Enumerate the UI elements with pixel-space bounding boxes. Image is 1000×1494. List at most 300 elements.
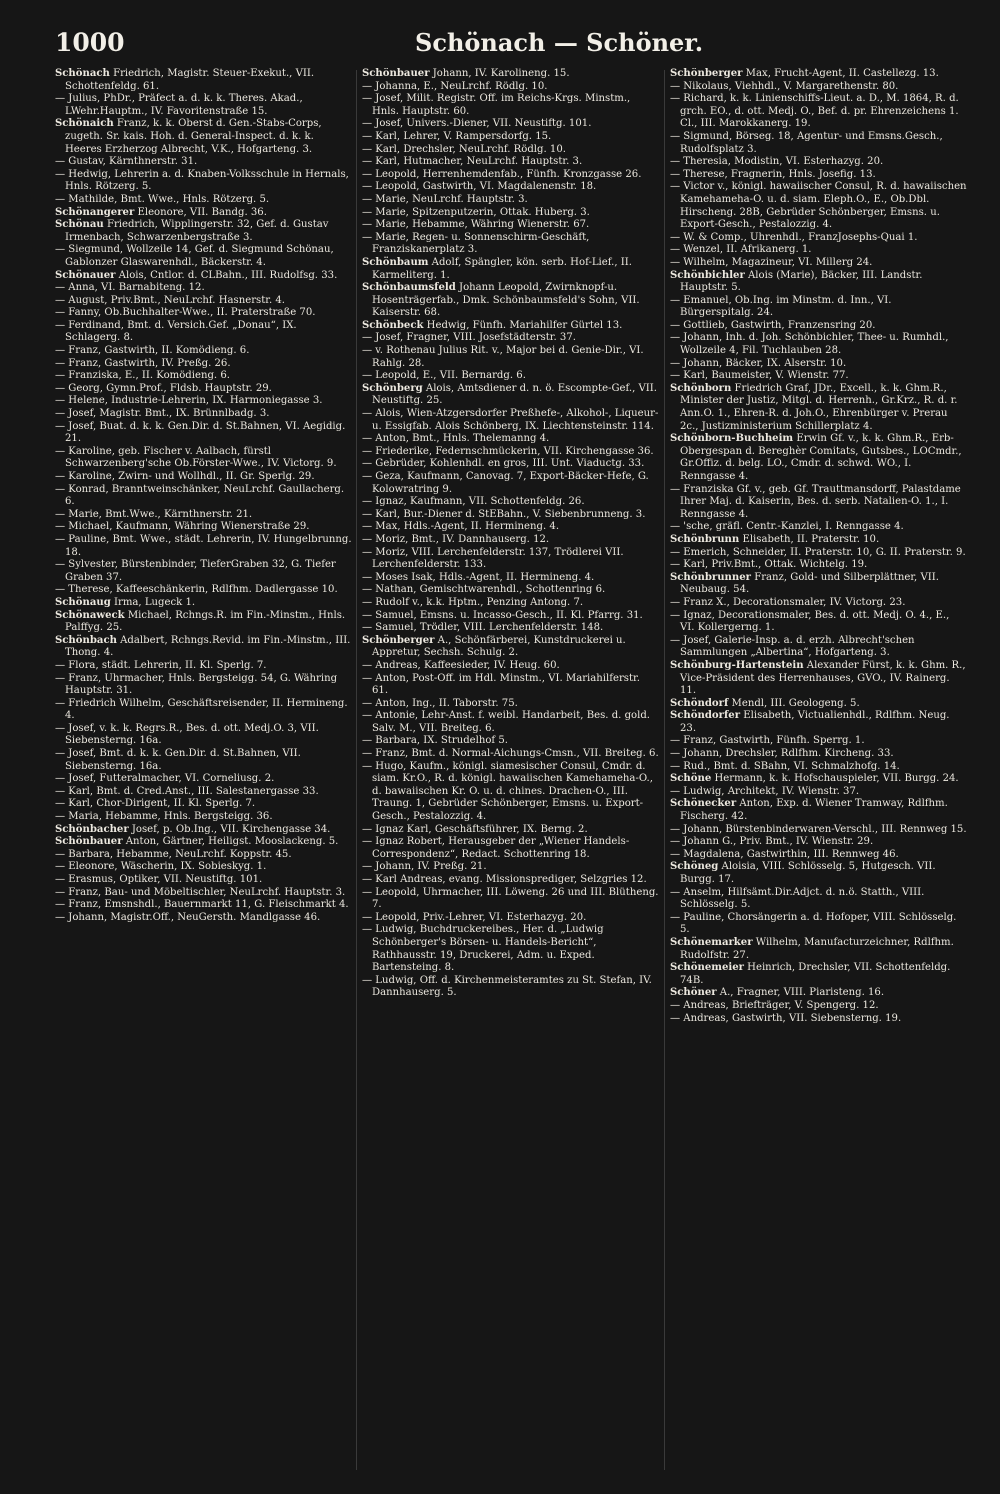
- directory-entry: [55, 156, 352, 169]
- entry-details: — Rud., Bmt. d. SBahn, VI. Schmalzhofg. 14.: [670, 760, 900, 772]
- entry-details: Hedwig, Fünfh. Mariahilfer Gürtel 13.: [423, 319, 623, 331]
- directory-entry: [55, 207, 352, 220]
- entry-details: — Andreas, Kaffeesieder, IV. Heug. 60.: [362, 659, 560, 671]
- entry-details: — Emanuel, Ob.Ing. im Minstm. d. Inn., VI. Bürgerspitalg. 24.: [670, 294, 892, 319]
- entry-details: — Johann, Inh. d. Joh. Schönbichler, Thee- u. Rumhdl., Wollzeile 4, Fil. Tuchlauben 28.: [670, 332, 949, 357]
- directory-entry: [55, 824, 352, 837]
- directory-entry: [55, 244, 352, 269]
- entry-surname: Schönbauer: [55, 836, 123, 848]
- entry-details: Friedrich, Magistr. Steuer-Exekut., VII. Schottenfeldg. 61.: [65, 68, 315, 92]
- entry-details: — Karl, Priv.Bmt., Ottak. Wichtelg. 19.: [670, 559, 868, 571]
- directory-entry: [362, 861, 659, 874]
- directory-entry: [670, 181, 967, 231]
- entry-details: — Marie, Regen- u. Sonnenschirm-Geschäft, Franziskanerplatz 3.: [362, 231, 590, 256]
- entry-surname: Schönemeier: [670, 962, 744, 974]
- entry-details: — Pauline, Bmt. Wwe., städt. Lehrerin, IV. Hungelbrunng. 18.: [55, 533, 352, 558]
- directory-entry: [362, 836, 659, 861]
- directory-entry: [670, 1000, 967, 1013]
- entry-details: — Franz, Gastwirth, II. Komödieng. 6.: [55, 345, 250, 357]
- directory-entry: [55, 723, 352, 748]
- entry-details: — August, Priv.Bmt., NeuLrchf. Hasnerstr. 4.: [55, 294, 286, 306]
- directory-entry: [362, 408, 659, 433]
- entry-details: — Ludwig, Off. d. Kirchenmeisteramtes zu St. Stefan, IV. Dannhauserg. 5.: [362, 974, 652, 999]
- entry-details: — Josef, v. k. k. Regrs.R., Bes. d. ott. Medj.O. 3, VII. Siebensterng. 16a.: [55, 722, 319, 747]
- entry-details: — Josef, Univers.-Diener, VII. Neustiftg. 101.: [362, 118, 592, 130]
- directory-entry: [362, 93, 659, 118]
- entry-details: — Erasmus, Optiker, VII. Neustiftg. 101.: [55, 874, 263, 885]
- entry-details: — Leopold, Herrenhemdenfab., Fünfh. Kronzgasse 26.: [362, 168, 642, 180]
- directory-entry: [55, 836, 352, 849]
- directory-entry: [670, 849, 967, 862]
- entry-details: — Gustav, Kärnthnerstr. 31.: [55, 156, 198, 168]
- entry-details: — Josef, Futteralmacher, VI. Corneliusg. 2.: [55, 773, 275, 785]
- entry-details: — Pauline, Chorsängerin a. d. Hofoper, VIII. Schlösselg. 5.: [670, 911, 957, 936]
- directory-entry: [55, 584, 352, 597]
- entry-details: — Fanny, Ob.Buchhalter-Wwe., II. Praterstraße 70.: [55, 307, 316, 319]
- entry-details: Adalbert, Rchngs.Revid. im Fin.-Minstm., III. Thong. 4.: [65, 634, 351, 659]
- entry-details: — Johanna, E., NeuLrchf. Rödlg. 10.: [362, 80, 548, 92]
- entry-details: — Nathan, Gemischtwarenhdl., Schottenring 6.: [362, 584, 606, 596]
- entry-details: — Julius, PhDr., Präfect a. d. k. k. Theres. Akad., LWehr.Hauptm., IV. Favoritenstraße 15.: [55, 93, 303, 117]
- entry-surname: Schönbacher: [55, 823, 129, 835]
- entry-details: — Friedrich Wilhelm, Geschäftsreisender, II. Hermineng. 4.: [55, 697, 348, 722]
- directory-entry: [362, 471, 659, 496]
- directory-entry: [55, 219, 352, 244]
- directory-entry: [362, 156, 659, 169]
- directory-entry: [670, 798, 967, 823]
- entry-details: Friedrich, Wipplingerstr. 32, Gef. d. Gustav Irmenbach, Schwarzenbergstraße 3.: [65, 219, 329, 243]
- entry-details: A., Fragner, VIII. Piaristeng. 16.: [716, 987, 885, 999]
- entry-details: — Marie, Hebamme, Währing Wienerstr. 67.: [362, 219, 590, 231]
- entry-details: — Karl, Chor-Dirigent, II. Kl. Sperlg. 7.: [55, 798, 256, 810]
- directory-entry: [670, 748, 967, 761]
- directory-entry: [362, 597, 659, 610]
- entry-details: — Marie, Bmt.Wwe., Kärnthnerstr. 21.: [55, 508, 253, 520]
- directory-entry: [670, 635, 967, 660]
- directory-entry: [55, 118, 352, 156]
- entry-details: — Josef, Galerie-Insp. a. d. erzh. Albrecht'schen Sammlungen „Albertina“, Hofgarteng. 3.: [670, 634, 915, 659]
- directory-entry: [362, 118, 659, 131]
- entry-details: A., Schönfärberei, Kunstdruckerei u. Appretur, Sechsh. Schulg. 2.: [372, 634, 626, 659]
- directory-entry: [55, 912, 352, 925]
- entry-details: — Mathilde, Bmt. Wwe., Hnls. Rötzerg. 5.: [55, 193, 270, 205]
- entry-details: — Alois, Wien-Atzgersdorfer Preßhefe-, Alkohol-, Liqueur- u. Essigfab. Alois Schönberg, IX. Liechtensteinstr. 114.: [362, 408, 659, 432]
- directory-entry: [362, 181, 659, 194]
- directory-entry: [362, 68, 659, 81]
- entry-details: — Moriz, VIII. Lerchenfelderstr. 137, Trödlerei VII. Lerchenfelderstr. 133.: [362, 546, 624, 571]
- entry-details: — v. Rothenau Julius Rit. v., Major bei d. Genie-Dir., VI. Rahlg. 28.: [362, 345, 644, 369]
- directory-entry: [670, 93, 967, 131]
- directory-entry: [55, 93, 352, 118]
- entry-details: — Anton, Ing., II. Taborstr. 75.: [362, 697, 518, 709]
- entry-details: — Anton, Post-Off. im Hdl. Minstm., VI. Mariahilferstr. 61.: [362, 672, 640, 697]
- entry-details: — Karl Andreas, evang. Missionsprediger, Selzgries 12.: [362, 874, 647, 885]
- directory-entry: [362, 219, 659, 232]
- directory-entry: [670, 270, 967, 295]
- directory-entry: [670, 698, 967, 711]
- directory-entry: [670, 320, 967, 333]
- entry-surname: Schönborn-Buchheim: [670, 433, 794, 445]
- entry-details: — Johann, Drechsler, Rdlfhm. Kircheng. 33.: [670, 748, 894, 760]
- entry-details: Alexander Fürst, k. k. Ghm. R., Vice-Präsident des Herrenhauses, GVO., IV. Rainerg. 11.: [680, 659, 966, 697]
- directory-entry: [670, 836, 967, 849]
- entry-details: — Johann, Magistr.Off., NeuGersth. Mandlgasse 46.: [55, 911, 321, 923]
- entry-details: Max, Frucht-Agent, II. Castellezg. 13.: [742, 68, 939, 79]
- directory-entry: [362, 710, 659, 735]
- directory-entry: [362, 232, 659, 257]
- entry-details: — Barbara, Hebamme, NeuLrchf. Koppstr. 45.: [55, 848, 292, 860]
- directory-entry: [670, 156, 967, 169]
- entry-details: — Leopold, Uhrmacher, III. Löweng. 26 und III. Blütheng. 7.: [362, 886, 659, 911]
- directory-entry: [670, 295, 967, 320]
- directory-entry: [362, 458, 659, 471]
- entry-details: — Konrad, Branntweinschänker, NeuLrchf. Gaullacherg. 6.: [55, 483, 345, 508]
- directory-entry: [670, 597, 967, 610]
- entry-details: — Ignaz, Decorationsmaler, Bes. d. ott. Medj. O. 4., E., VI. Kollergerng. 1.: [670, 609, 950, 634]
- entry-details: — Karl, Hutmacher, NeuLrchf. Hauptstr. 3.: [362, 156, 583, 168]
- directory-entry: [55, 509, 352, 522]
- entry-surname: Schönbauer: [362, 68, 430, 79]
- directory-entry: [55, 169, 352, 194]
- column-2: [362, 68, 659, 1478]
- entry-surname: Schönauer: [55, 269, 116, 281]
- directory-entry: [362, 660, 659, 673]
- directory-entry: [55, 534, 352, 559]
- directory-entry: [55, 270, 352, 283]
- entry-details: — Karoline, Zwirn- und Wollhdl., II. Gr. Sperlg. 29.: [55, 471, 315, 482]
- directory-entry: [670, 81, 967, 94]
- directory-entry: [362, 572, 659, 585]
- directory-entry: [670, 433, 967, 483]
- entry-details: Erwin Gf. v., k. k. Ghm.R., Erb-Obergespan d. Bereghèr Comitats, Gutsbes., LOCmdr., Gr.Offiz. d. belg. LO., Cmdr. d. schwd. WO., I. Renngasse 4.: [680, 433, 962, 482]
- entry-details: — Marie, NeuLrchf. Hauptstr. 3.: [362, 193, 528, 205]
- entry-surname: Schönberger: [362, 634, 435, 646]
- directory-entry: [55, 786, 352, 799]
- entry-details: — Ferdinand, Bmt. d. Versich.Gef. „Donau“, IX. Schlagerg. 8.: [55, 319, 297, 344]
- entry-details: Alois, Amtsdiener d. n. ö. Escompte-Gef., VII. Neustiftg. 25.: [372, 382, 657, 407]
- directory-entry: [362, 912, 659, 925]
- entry-details: — Karoline, geb. Fischer v. Aalbach, fürstl Schwarzenberg'sche Ob.Förster-Wwe., IV. Victorg. 9.: [55, 445, 337, 470]
- entry-surname: Schöner: [670, 987, 717, 999]
- entry-details: — Emerich, Schneider, II. Praterstr. 10, G. II. Praterstr. 9.: [670, 546, 966, 558]
- directory-entry: [362, 169, 659, 182]
- directory-entry: [362, 131, 659, 144]
- directory-entry: [670, 912, 967, 937]
- directory-entry: [55, 307, 352, 320]
- entry-details: — Richard, k. k. Linienschiffs-Lieut. a. D., M. 1864, R. d. grch. EO., d. ott. Medj. O., Bef. d. pr. Ehrenzeichens 1. Cl., III. Marokkanerg. 19.: [670, 93, 959, 130]
- entry-details: Eleonore, VII. Bandg. 36.: [134, 206, 267, 218]
- entry-details: Elisabeth, Victualienhdl., Rdlfhm. Neug. 23.: [680, 710, 950, 734]
- entry-details: — Gottlieb, Gastwirth, Franzensring 20.: [670, 319, 876, 331]
- entry-details: — Flora, städt. Lehrerin, II. Kl. Sperlg. 7.: [55, 659, 267, 671]
- directory-entry: [55, 673, 352, 698]
- directory-entry: [670, 358, 967, 371]
- entry-surname: Schöndorfer: [670, 710, 741, 722]
- entry-details: Hermann, k. k. Hofschauspieler, VII. Burgg. 24.: [711, 773, 959, 785]
- entry-details: — Ludwig, Architekt, IV. Wienstr. 37.: [670, 785, 860, 797]
- directory-entry: [362, 282, 659, 320]
- entry-details: — Johann G., Priv. Bmt., IV. Wienstr. 29.: [670, 836, 874, 848]
- entry-details: — Josef, Milit. Registr. Off. im Reichs-Krgs. Minstm., Hnls. Hauptstr. 60.: [362, 93, 631, 117]
- directory-entry: [362, 584, 659, 597]
- directory-entry: [670, 887, 967, 912]
- directory-entry: [55, 395, 352, 408]
- entry-details: Michael, Rchngs.R. im Fin.-Minstm., Hnls. Palffyg. 25.: [65, 609, 346, 634]
- entry-details: — Therese, Kaffeeschänkerin, Rdlfhm. Dadlergasse 10.: [55, 584, 338, 596]
- directory-entry: [362, 194, 659, 207]
- directory-entry: [55, 383, 352, 396]
- entry-details: — Franz X., Decorationsmaler, IV. Victorg. 23.: [670, 596, 906, 608]
- directory-entry: [55, 610, 352, 635]
- directory-entry: [55, 408, 352, 421]
- directory-entry: [670, 232, 967, 245]
- directory-entry: [362, 207, 659, 220]
- directory-entry: [55, 660, 352, 673]
- entry-details: Johann Leopold, Zwirnknopf-u. Hosenträgerfab., Dmk. Schönbaumsfeld's Sohn, VII. Kaiserstr. 68.: [372, 282, 640, 319]
- entry-details: — Ludwig, Buchdruckereibes., Her. d. „Ludwig Schönberger's Börsen- u. Handels-Bericht“, Rathhausstr. 19, Druckerei, Adm. u. Exped. Bartensteing. 8.: [362, 924, 604, 974]
- entry-details: — Hugo, Kaufm., königl. siamesischer Consul, Cmdr. d. siam. Kr.O., R. d. königl. hawaiischen Kamehameha-O., d. bawaiischen Kr. O. u. d. chines. Drachen-O., III. Traung. 1, Gebrüder Schönberger, Emsns. u. Export-Gesch., Pestalozzig. 4.: [362, 760, 653, 823]
- directory-entry: [670, 610, 967, 635]
- directory-entry: [670, 547, 967, 560]
- directory-entry: [362, 761, 659, 824]
- entry-surname: Schönbeck: [362, 319, 424, 331]
- entry-details: — Nikolaus, Viehhdl., V. Margarethenstr. 80.: [670, 80, 899, 92]
- directory-entry: [55, 559, 352, 584]
- entry-details: Anton, Exp. d. Wiener Tramway, Rdlfhm. Fischerg. 42.: [680, 798, 948, 823]
- directory-entry: [55, 421, 352, 446]
- entry-details: Johann, IV. Karolineng. 15.: [429, 68, 570, 79]
- directory-entry: [670, 987, 967, 1000]
- directory-entry: [55, 887, 352, 900]
- directory-entry: [670, 761, 967, 774]
- entry-details: — Andreas, Briefträger, V. Spengerg. 12.: [670, 999, 879, 1011]
- directory-entry: [670, 861, 967, 886]
- directory-entry: [670, 332, 967, 357]
- page-number: 1000: [55, 28, 125, 57]
- entry-details: — Karl, Lehrer, V. Rampersdorfg. 15.: [362, 130, 552, 142]
- entry-surname: Schönemarker: [670, 936, 753, 948]
- directory-entry: [670, 773, 967, 786]
- entry-details: — Leopold, E., VII. Bernardg. 6.: [362, 370, 526, 382]
- entry-details: — Therese, Fragnerin, Hnls. Josefig. 13.: [670, 168, 876, 180]
- entry-details: — Johann, Bürstenbinderwaren-Verschl., III. Rennweg 15.: [670, 823, 967, 835]
- directory-entry: [55, 446, 352, 471]
- directory-entry: [362, 547, 659, 572]
- entry-surname: Schönaug: [55, 596, 111, 608]
- entry-surname: Schönaich: [55, 118, 114, 130]
- entry-details: — Andreas, Gastwirth, VII. Siebensterng. 19.: [670, 1012, 902, 1024]
- entry-details: — Anselm, Hilfsämt.Dir.Adjct. d. n.ö. Statth., VIII. Schlösselg. 5.: [670, 886, 925, 911]
- directory-entry: [362, 144, 659, 157]
- directory-entry: [670, 660, 967, 698]
- directory-entry: [362, 673, 659, 698]
- entry-details: — Theresia, Modistin, VI. Esterhazyg. 20.: [670, 156, 884, 168]
- entry-details: — Moriz, Bmt., IV. Dannhauserg. 12.: [362, 533, 550, 545]
- entry-surname: Schönbrunner: [670, 571, 751, 583]
- directory-entry: [55, 320, 352, 345]
- directory-entry: [55, 597, 352, 610]
- directory-entry: [362, 257, 659, 282]
- directory-entry: [55, 874, 352, 887]
- entry-details: — Franz, Emsnshdl., Bauernmarkt 11, G. Fleischmarkt 4.: [55, 899, 349, 911]
- entry-details: — Moses Isak, Hdls.-Agent, II. Hermineng. 4.: [362, 571, 595, 583]
- directory-entry: [55, 358, 352, 371]
- directory-entry: [55, 282, 352, 295]
- directory-entry: [55, 295, 352, 308]
- entry-details: — Wilhelm, Magazineur, VI. Millerg 24.: [670, 256, 873, 268]
- entry-details: — Friederike, Federnschmückerin, VII. Kirchengasse 36.: [362, 445, 654, 457]
- entry-surname: Schönbrunn: [670, 533, 740, 545]
- directory-entry: [670, 962, 967, 987]
- entry-details: Heinrich, Drechsler, VII. Schottenfeldg. 74B.: [680, 962, 951, 986]
- directory-entry: [670, 383, 967, 433]
- directory-entry: [55, 698, 352, 723]
- entry-details: Aloisia, VIII. Schlösselg. 5, Hutgesch. VII. Burgg. 17.: [680, 861, 936, 885]
- directory-entry: [362, 345, 659, 370]
- entry-surname: Schönecker: [670, 798, 737, 810]
- entry-details: — W. & Comp., Uhrenhdl., FranzJosephs-Quai 1.: [670, 231, 918, 243]
- directory-entry: [362, 534, 659, 547]
- entry-details: — Josef, Magistr. Bmt., IX. Brünnlbadg. 3.: [55, 408, 270, 420]
- directory-entry: [362, 370, 659, 383]
- directory-entry: [362, 735, 659, 748]
- directory-entry: [670, 824, 967, 837]
- entry-surname: Schönaweck: [55, 609, 125, 621]
- running-head: Schönach — Schöner.: [415, 28, 704, 57]
- directory-entry: [55, 194, 352, 207]
- directory-entry: [670, 572, 967, 597]
- entry-details: Friedrich Graf, JDr., Excell., k. k. Ghm.R., Minister der Justiz, Mitgl. d. Herrenh., Gr.Krz., R. d. r. Ann.O. 1., Ehren-R. d. Joh.O., Ehrenbürger v. Prerau 2c., Justizministerium Schillerplatz 4.: [680, 382, 958, 432]
- entry-details: Alois (Marie), Bäcker, III. Landstr. Hauptstr. 5.: [680, 269, 923, 294]
- directory-entry: [362, 924, 659, 974]
- entry-details: — Helene, Industrie-Lehrerin, IX. Harmoniegasse 3.: [55, 395, 323, 407]
- entry-details: — Rudolf v., k.k. Hptm., Penzing Antong. 7.: [362, 596, 584, 608]
- entry-details: — Antonie, Lehr-Anst. f. weibl. Handarbeit, Bes. d. gold. Salv. M., VII. Breiteg. 6.: [362, 710, 651, 734]
- entry-details: Irma, Lugeck 1.: [110, 596, 196, 608]
- entry-details: — Sylvester, Bürstenbinder, TieferGraben 32, G. Tiefer Graben 37.: [55, 559, 336, 583]
- directory-entry: [55, 521, 352, 534]
- entry-details: — Franziska Gf. v., geb. Gf. Trauttmansdorff, Palastdame Ihrer Maj. d. Kaiserin, Bes. d. serb. Natalien-O. 1., I. Renngasse 4.: [670, 483, 961, 520]
- directory-entry: [362, 521, 659, 534]
- entry-details: — Siegmund, Wollzeile 14, Gef. d. Siegmund Schönau, Gablonzer Glaswarenhdl., Bäckerstr. 4.: [55, 244, 334, 268]
- directory-entry: [362, 320, 659, 333]
- entry-details: — Josef, Buat. d. k. k. Gen.Dir. d. St.Bahnen, VI. Aegidig. 21.: [55, 420, 346, 445]
- entry-details: — Eleonore, Wäscherin, IX. Sobieskyg. 1.: [55, 861, 267, 873]
- entry-details: — Josef, Fragner, VIII. Josefstädterstr. 37.: [362, 332, 576, 344]
- entry-details: Franz, Gold- und Silberplättner, VII. Neubaug. 54.: [680, 571, 939, 596]
- directory-entry: [55, 370, 352, 383]
- entry-details: Anton, Gärtner, Heiligst. Mooslackeng. 5.: [122, 836, 339, 848]
- entry-details: Elisabeth, II. Praterstr. 10.: [739, 533, 880, 545]
- directory-entry: [55, 798, 352, 811]
- directory-entry: [670, 370, 967, 383]
- directory-entry: [362, 509, 659, 522]
- directory-entry: [55, 849, 352, 862]
- entry-details: — Johann, Bäcker, IX. Alserstr. 10.: [670, 357, 847, 369]
- directory-entry: [670, 786, 967, 799]
- entry-details: — Josef, Bmt. d. k. k. Gen.Dir. d. St.Bahnen, VII. Siebensterng. 16a.: [55, 748, 301, 772]
- entry-details: — Ignaz Robert, Herausgeber der „Wiener Handels-Correspondenz“, Redact. Schottenring 18.: [362, 836, 630, 860]
- directory-entry: [55, 484, 352, 509]
- column-divider: [664, 70, 665, 1470]
- entry-details: — Karl, Baumeister, V. Wienstr. 77.: [670, 370, 849, 382]
- entry-details: — Samuel, Trödler, VIII. Lerchenfelderstr. 148.: [362, 622, 604, 634]
- directory-entry: [362, 610, 659, 623]
- page-header: [55, 28, 955, 68]
- directory-entry: [362, 622, 659, 635]
- entry-details: — Geza, Kaufmann, Canovag. 7, Export-Bäcker-Hefe, G. Kolowratring 9.: [362, 471, 649, 495]
- entry-details: — Franz, Gastwirth, IV. Preßg. 26.: [55, 357, 231, 369]
- entry-details: — Franziska, E., II. Komödieng. 6.: [55, 370, 230, 382]
- entry-details: Mendl, III. Geologeng. 5.: [728, 697, 860, 709]
- directory-entry: [670, 521, 967, 534]
- directory-entry: [362, 332, 659, 345]
- directory-entry: [670, 559, 967, 572]
- column-3: [670, 68, 967, 1478]
- directory-entry: [55, 773, 352, 786]
- entry-details: Alois, Cntlor. d. CLBahn., III. Rudolfsg. 33.: [115, 269, 338, 281]
- entry-details: — Ignaz Karl, Geschäftsführer, IX. Berng. 2.: [362, 823, 588, 835]
- entry-details: — Wenzel, II. Afrikanerg. 1.: [670, 244, 812, 256]
- directory-entry: [55, 861, 352, 874]
- directory-entry: [362, 433, 659, 446]
- entry-details: Wilhelm, Manufacturzeichner, Rdlfhm. Rudolfstr. 27.: [680, 936, 954, 961]
- entry-surname: Schönberger: [670, 68, 743, 79]
- entry-details: — Hedwig, Lehrerin a. d. Knaben-Volksschule in Hernals, Hnls. Rötzerg. 5.: [55, 168, 349, 193]
- entry-details: — Franz, Bmt. d. Normal-Aichungs-Cmsn., VII. Breiteg. 6.: [362, 748, 659, 760]
- entry-details: — Franz, Gastwirth, Fünfh. Sperrg. 1.: [670, 735, 865, 747]
- directory-entry: [670, 735, 967, 748]
- entry-details: — Franz, Bau- und Möbeltischler, NeuLrchf. Hauptstr. 3.: [55, 886, 346, 898]
- directory-entry: [362, 496, 659, 509]
- entry-surname: Schönburg-Hartenstein: [670, 659, 804, 671]
- entry-details: — Franz, Uhrmacher, Hnls. Bergsteigg. 54, G. Währing Hauptstr. 31.: [55, 672, 338, 697]
- entry-details: — Karl, Bur.-Diener d. StEBahn., V. Siebenbrunneng. 3.: [362, 508, 646, 520]
- entry-details: — 'sche, gräfl. Centr.-Kanzlei, I. Renngasse 4.: [670, 521, 904, 533]
- directory-entry: [362, 874, 659, 887]
- entry-surname: Schönbichler: [670, 269, 745, 281]
- directory-entry: [670, 937, 967, 962]
- entry-details: — Max, Hdls.-Agent, II. Hermineng. 4.: [362, 521, 560, 533]
- entry-surname: Schönbaumsfeld: [362, 282, 456, 294]
- directory-entry: [362, 887, 659, 912]
- entry-details: — Karl, Bmt. d. Cred.Anst., III. Salestanergasse 33.: [55, 785, 319, 797]
- directory-entry: [362, 446, 659, 459]
- entry-details: — Georg, Gymn.Prof., Fldsb. Hauptstr. 29.: [55, 382, 272, 394]
- directory-entry: [670, 534, 967, 547]
- entry-details: — Michael, Kaufmann, Währing Wienerstraße 29.: [55, 521, 310, 533]
- entry-surname: Schönbach: [55, 634, 117, 646]
- directory-entry: [670, 244, 967, 257]
- entry-details: Franz, k. k. Oberst d. Gen.-Stabs-Corps, zugeth. Sr. kais. Hoh. d. General-Inspect. d. k. k. Heeres Erzherzog Albrecht, V.K., Hofgarteng. 3.: [65, 118, 322, 155]
- directory-entry: [670, 484, 967, 522]
- entry-surname: Schönborn: [670, 382, 732, 394]
- entry-details: — Johann, IV. Preßg. 21.: [362, 861, 487, 873]
- directory-entry: [362, 824, 659, 837]
- directory-entry: [55, 471, 352, 484]
- entry-details: — Ignaz, Kaufmann, VII. Schottenfeldg. 26.: [362, 496, 585, 508]
- entry-details: Adolf, Spängler, kön. serb. Hof-Lief., II. Karmeliterg. 1.: [372, 256, 632, 281]
- directory-entry: [55, 68, 352, 93]
- directory-entry: [670, 257, 967, 270]
- directory-entry: [362, 975, 659, 1000]
- entry-surname: Schöndorf: [670, 697, 729, 709]
- directory-entry: [55, 748, 352, 773]
- entry-surname: Schönberg: [362, 382, 423, 394]
- directory-entry: [670, 131, 967, 156]
- entry-details: — Victor v., königl. hawaiischer Consul, R. d. hawaiischen Kamehameha-O. u. d. siam. Eleph.O., E., Ob.Dbl. Hirscheng. 28B, Gebrüder Schönberger, Emsns. u. Export-Gesch., Pestalozzig. 4.: [670, 181, 967, 231]
- entry-surname: Schönangerer: [55, 206, 135, 218]
